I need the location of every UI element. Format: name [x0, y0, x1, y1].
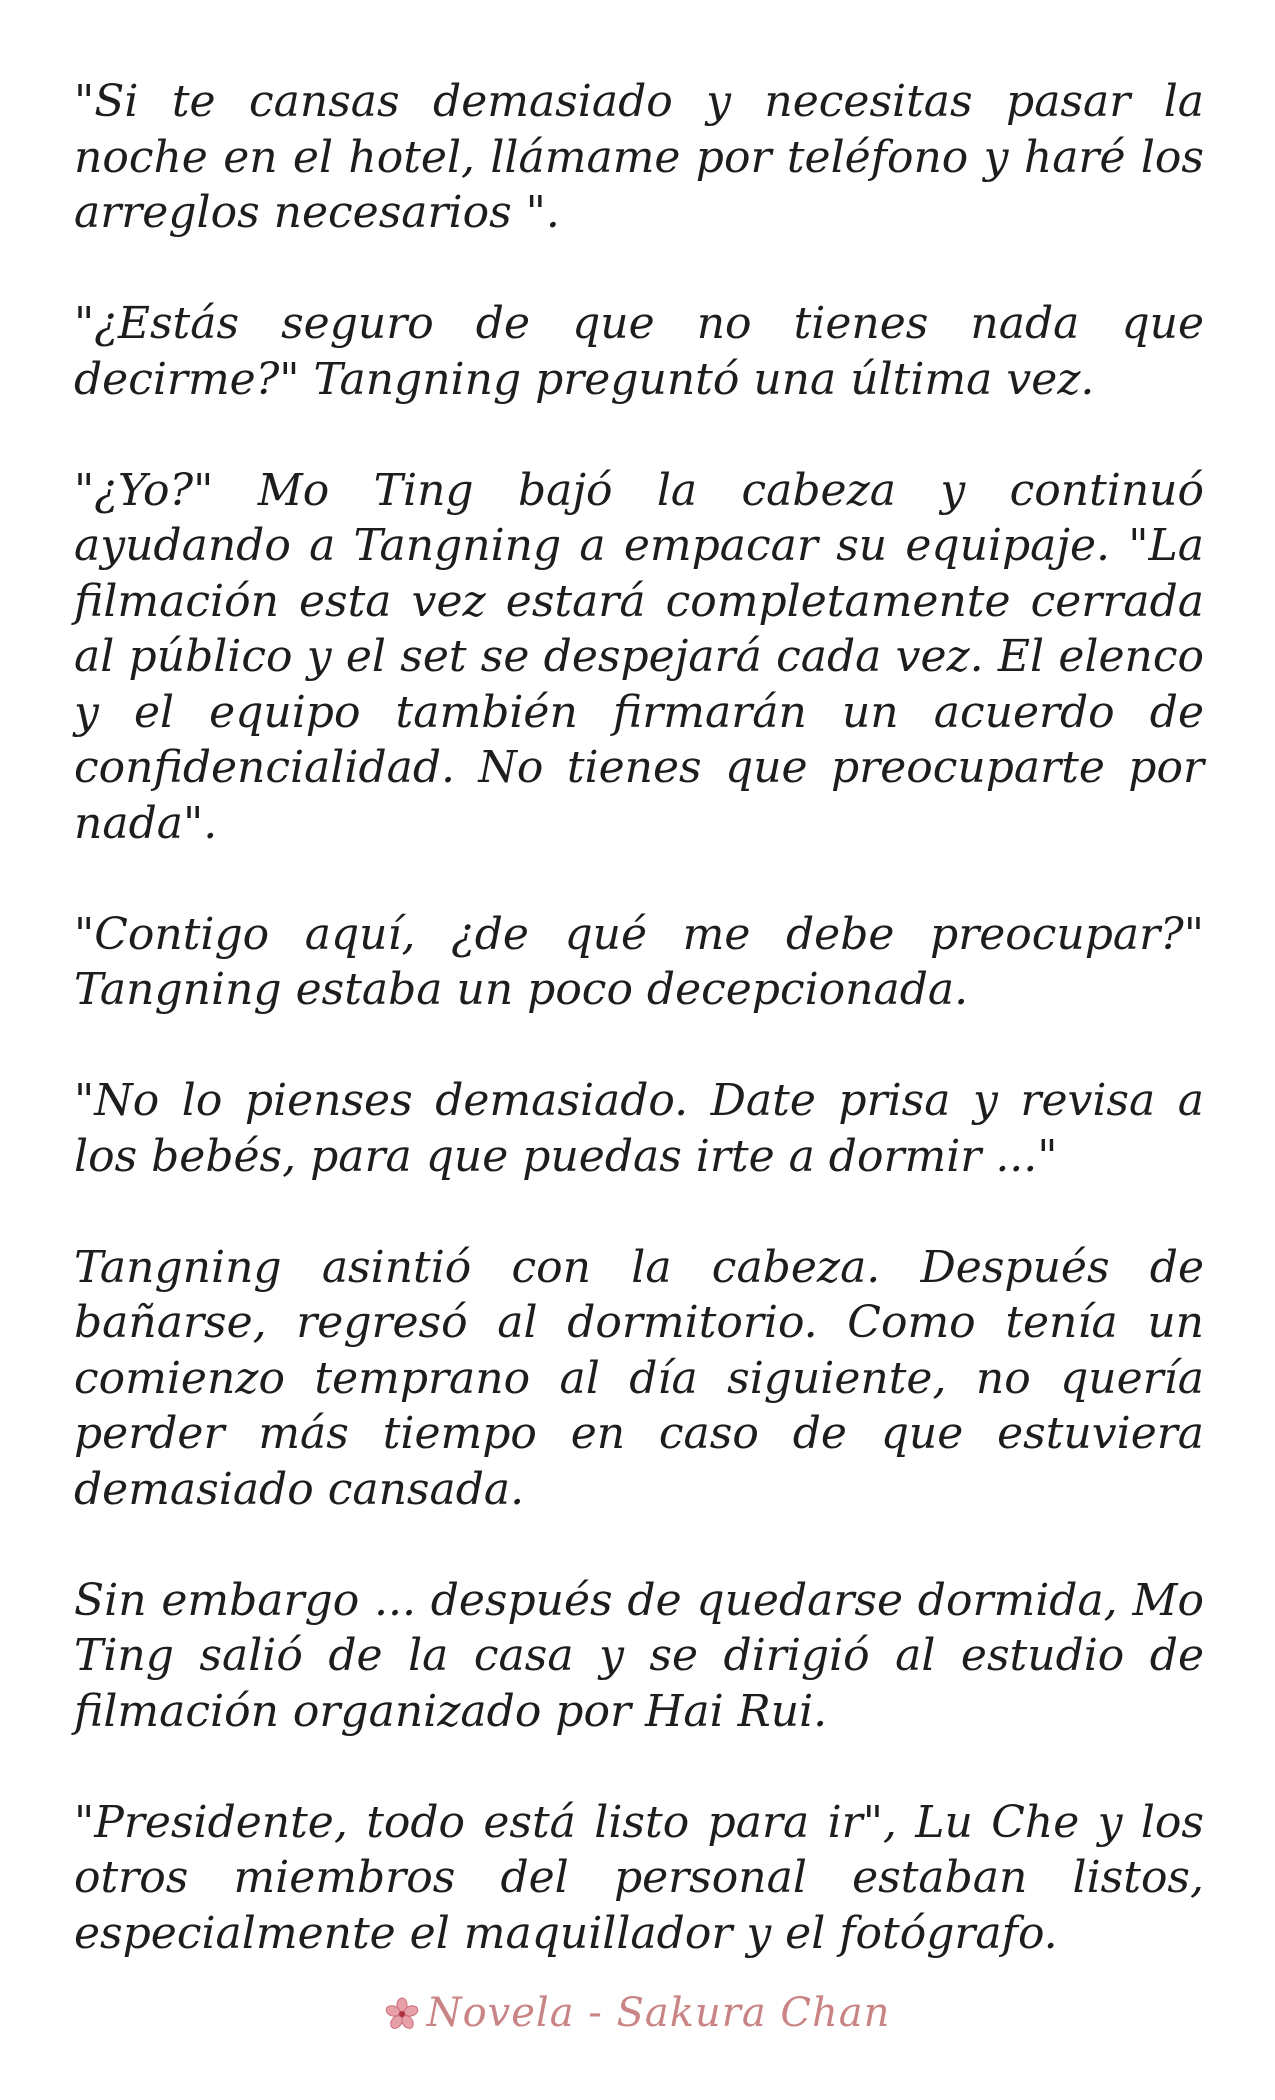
- paragraph: "Presidente, todo está listo para ir", Lu Che y los otros miembros del personal estaban listos, especialmente el maquillador y el fotógrafo.: [74, 1796, 1204, 1959]
- paragraph: "Contigo aquí, ¿de qué me debe preocupar?" Tangning estaba un poco decepcionada.: [74, 908, 1204, 1015]
- watermark: [0, 1990, 1275, 2036]
- paragraph: "¿Yo?" Mo Ting bajó la cabeza y continuó ayudando a Tangning a empacar su equipaje. "La filmación esta vez estará completamente cerrada al público y el set se despejará cada vez. El elenco y el equipo también firmarán un acuerdo de confidencialidad. No tienes que preocuparte por nada".: [74, 464, 1204, 849]
- sakura-flower-icon: [385, 1995, 419, 2029]
- watermark-text: Novela - Sakura Chan: [426, 1990, 891, 2036]
- paragraph: "No lo pienses demasiado. Date prisa y revisa a los bebés, para que puedas irte a dormir ...": [74, 1075, 1204, 1182]
- paragraph: Sin embargo ... después de quedarse dormida, Mo Ting salió de la casa y se dirigió al estudio de filmación organizado por Hai Rui.: [74, 1574, 1204, 1737]
- paragraph: Tangning asintió con la cabeza. Después de bañarse, regresó al dormitorio. Como tenía un comienzo temprano al día siguiente, no quería perder más tiempo en caso de que estuviera demasiado cansada.: [74, 1241, 1204, 1515]
- paragraph: "¿Estás seguro de que no tienes nada que decirme?" Tangning preguntó una última vez.: [74, 298, 1204, 405]
- document-body: [74, 74, 1204, 1961]
- paragraph: "Si te cansas demasiado y necesitas pasar la noche en el hotel, llámame por teléfono y haré los arreglos necesarios ".: [74, 76, 1204, 238]
